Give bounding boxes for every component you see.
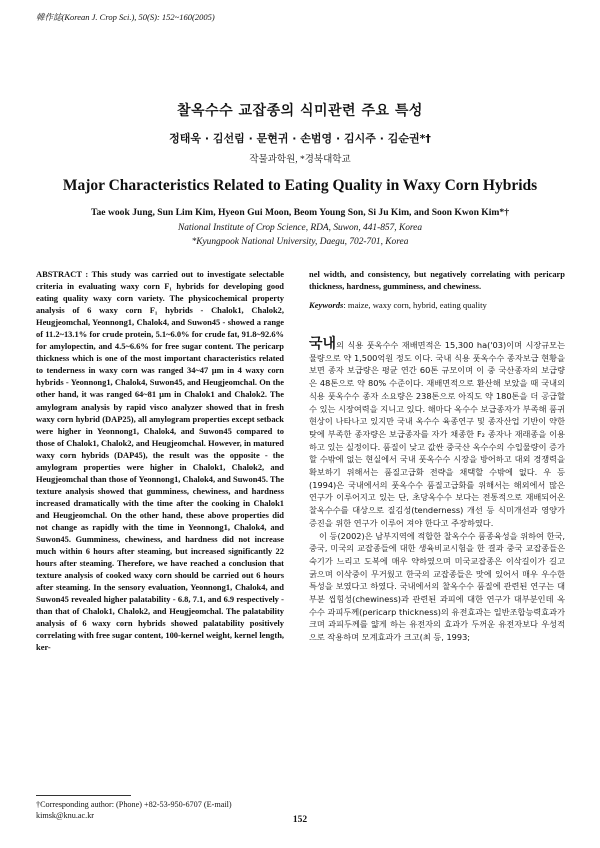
corresponding-author-footnote: †Corresponding author: (Phone) +82-53-950-6707 (E-mail) kimsk@knu.ac.kr: [36, 800, 232, 820]
abstract-label: ABSTRACT :: [36, 269, 92, 279]
body-paragraph-1: [309, 338, 565, 530]
footnote-divider: [36, 795, 131, 796]
english-authors: Tae wook Jung, Sun Lim Kim, Hyeon Gui Moon, Beom Young Son, Si Ju Kim, and Soon Kwon Kim*†: [90, 207, 510, 218]
abstract: [36, 268, 284, 654]
body-paragraph-2: 이 등(2002)은 남부지역에 적합한 찰옥수수 품종육성을 위하여 한국, 중국, 미국의 교잡종들에 대한 생육비교시험을 한 결과 중국 교잡종들은 숙기가 느리고 도복에 매우 약하였으며 미국교잡종은 이삭길이가 길고 굵으며 이삭중이 무거웠고 한국의 교잡종들은 맛에 있어서 매우 우수한 특성을 보였다고 하였다. 국내에서의 찰옥수수 품질에 관련된 연구는 대부분 씹힘성(chewiness)과 관련된 과피에 대한 연구가 대부분인데 옥수수 과피두께(pericarp thickness)의 유전효과는 일반조합능력효과가 크며 과피두께를 얇게 하는 유전자의 효과가 두꺼운 유전자보다 우성적으로 작용하며 모계효과가 크고(최 등, 1993;: [309, 530, 565, 643]
body-paragraph-1-text: 의 식용 풋옥수수 재배면적은 15,300 ha('03)이며 시장규모는 물량으로 약 1,500억원 정도 이다. 국내 식용 풋옥수수 종자보급 현황을 보면 종자 보급량은 평균 연간 60톤 규모이며 이 중 국산종자의 보급량은 48톤으로 약 80% 수준이다. 재배면적으로 환산해 보았을 때 국내의 식용 풋옥수수 종자 소요량은 238톤으로 아직도 약 180톤을 더 공급할 수 있는 시장여력을 지니고 있다. 해마다 옥수수 보급종자가 부족해 품귀현상이 나타나고 있지만 국내 옥수수 육종연구 및 종자산업 기반이 약한 탓에 부족한 종자량은 보급종자를 자가 채종한 F₂ 종자나 재래종을 이용하고 있는 실정이다. 품질이 낮고 값싼 중국산 옥수수의 수입물량이 증가 할 수밖에 없는 현실에서 국내 풋옥수수 시장을 방어하고 대외 경쟁력을 확보하기 위해서는 품질고급화 전략을 채택할 수밖에 없다. 우 등(1994)은 국내에서의 풋옥수수 품질고급화를 위해서는 해외에서 많은 연구가 이루어지고 있는 단, 초당옥수수 보다는 전통적으로 재배되어온 찰옥수수를 대상으로 질김성(tenderness) 개선 등 식미개선과 영양가 증진을 위한 연구가 이루어 져야 한다고 주장하였다.: [309, 340, 565, 528]
korean-authors: 정태욱 · 김선림 · 문현귀 · 손범영 · 김시주 · 김순권*†: [169, 132, 431, 145]
korean-body: [309, 338, 565, 644]
english-affiliation-2: *Kyungpook National University, Daegu, 702-701, Korea: [191, 237, 409, 247]
korean-affiliation: 작물과학원, *경북대학교: [249, 155, 351, 165]
journal-header: 韓作誌(Korean J. Crop Sci.), 50(S): 152~160(2005): [36, 12, 215, 22]
drop-cap: 국내: [309, 336, 337, 352]
keywords-label: Keywords: [309, 300, 344, 310]
english-title: Major Characteristics Related to Eating Quality in Waxy Corn Hybrids: [62, 177, 538, 194]
keywords: [309, 300, 565, 310]
abstract-text: This study was carried out to investigate selectable criteria in evaluating waxy corn F₁ hybrids for developing good eating quality waxy corn variety. The physicochemical property analysis of 6 waxy corn F₁ hybrids - Chalok1, Chalok2, Heugjeomchal, Yeonnong1, Chalok4, and Suwon45 - showed a range of 11.2~13.1% for crude protein, 5.1~6.0% for crude fat, 91.8~92.6% for amylopectin, and 4.5~6.6% for free sugar content. The pericarp thickness which is one of the most important characteristics related to tenderness in waxy corn was ranged 34~47 µm in 4 waxy corn hybrids - Yeonnong1, Chalok4, Suwon45, and Heugjeomchal. On the other hand, it was ranged 64~81 µm in Chalok1 and Chalok2. The amylogram analysis by rapid visco analyzer showed that in fresh waxy corn hybrid (DAP25), all amylogram properties except setback were higher in Yeonnong1, Chalok4, and Suwon45 compared to those of Chalok1, Chalok2, and Heugjeomchal. However, in matured waxy corn hybrids (DAP45), the result was the opposite - the amylogram properties were higher in Chalok1, Chalok2, and Heugjeomchal than those of Yeonnong1, Chalok4, and Suwon45. The texture analysis showed that gumminess, chewiness, and hardness increased dramatically with the time after the cooking in Chalok1 and Heugjeomchal. On the other hand, these above properties did not change as rapidly with the time in Yeonnong1, Chalok4, and Suwon45. Gumminess, chewiness, and hardness did not increase much within 6 hours after steaming, but increased significantly 22 hours after steaming. Therefore, we have reached a conclusion that texture analysis of cooked waxy corn should be carried out 6 hours after steaming. In the sensory evaluation, Yeonnong1, Chalok4, and Suwon45 revealed higher palatability - 6.8, 7.1, and 6.9 respectively - than that of Chalok1, Chalok2, and Heugjeomchal. The palatability analysis of 6 waxy corn hybrids showed palatability positively correlating with free sugar content, 100-kernel weight, kernel length, ker-: [36, 269, 284, 653]
english-affiliation-1: National Institute of Crop Science, RDA, Suwon, 441-857, Korea: [177, 223, 423, 233]
page-number: 152: [292, 815, 308, 825]
keywords-text: : maize, waxy corn, hybrid, eating quality: [343, 300, 487, 310]
korean-title: 찰옥수수 교잡종의 식미관련 주요 특성: [177, 103, 423, 119]
abstract-continued: nel width, and consistency, but negatively correlating with pericarp thickness, hardness, gumminess, and chewiness.: [309, 269, 565, 292]
